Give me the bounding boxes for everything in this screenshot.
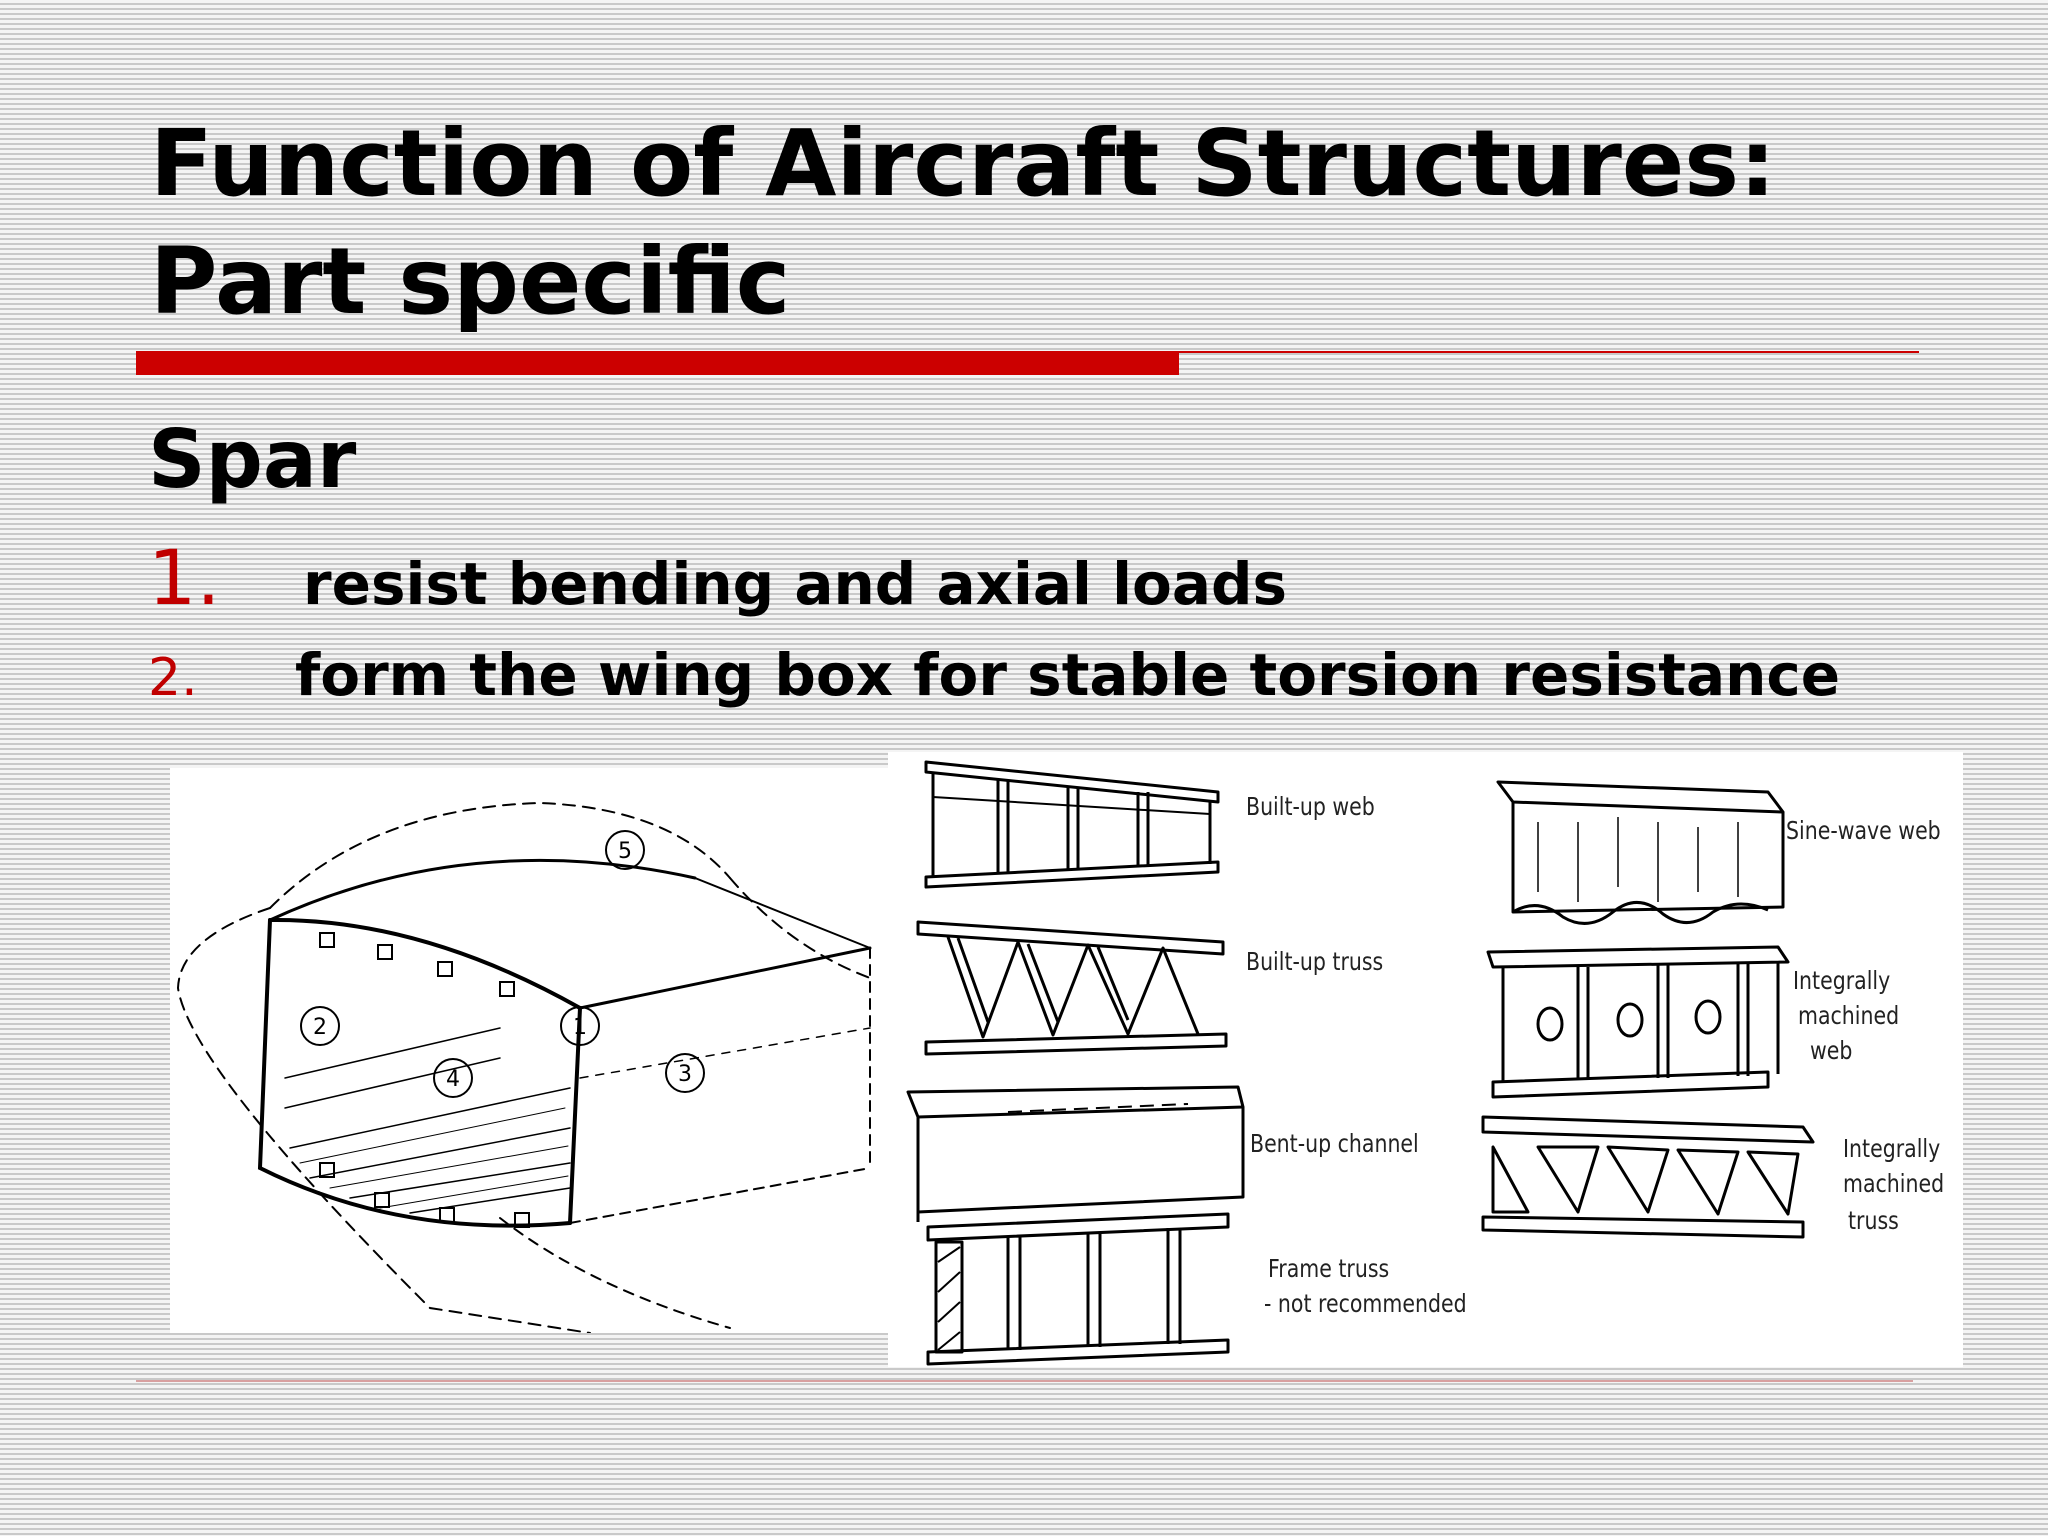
label-built-up-truss: Built-up truss (1246, 947, 1384, 976)
wing-box-diagram (170, 768, 890, 1333)
list-text: resist bending and axial loads (303, 550, 1288, 618)
label-built-up-web: Built-up web (1246, 792, 1375, 821)
callout-1: 1 (573, 1015, 587, 1040)
slide-title (150, 105, 1950, 341)
callout-3: 3 (678, 1062, 692, 1087)
bent-up-channel-spar (908, 1087, 1243, 1222)
label-sine-wave-web: Sine-wave web (1786, 816, 1941, 845)
sine-wave-web-spar (1498, 782, 1783, 923)
list-number: 1. (148, 533, 221, 622)
callout-5: 5 (618, 839, 632, 864)
label-integrally-machined-truss-1: Integrally (1843, 1134, 1941, 1163)
section-heading: Spar (148, 413, 357, 506)
slide-title-line-1: Function of Aircraft Structures: (150, 110, 1776, 217)
wing-box-drawing (170, 768, 890, 1333)
list-text: form the wing box for stable torsion resistance (295, 641, 1841, 709)
label-integrally-machined-web-3: web (1810, 1036, 1853, 1065)
integrally-machined-truss-spar (1483, 1117, 1813, 1237)
callout-2: 2 (313, 1015, 327, 1040)
label-bent-up-channel: Bent-up channel (1250, 1129, 1419, 1158)
built-up-truss-spar (918, 922, 1226, 1054)
title-underline-thick (136, 351, 1179, 375)
built-up-web-spar (926, 762, 1218, 887)
frame-truss-spar (928, 1214, 1228, 1364)
list-number: 2. (148, 648, 198, 708)
title-underline-thin (1179, 351, 1919, 353)
integrally-machined-web-spar (1488, 947, 1788, 1097)
label-integrally-machined-truss-3: truss (1848, 1206, 1899, 1235)
label-frame-truss: Frame truss (1268, 1254, 1390, 1283)
label-not-recommended: - not recommended (1264, 1289, 1467, 1318)
callout-4: 4 (446, 1067, 460, 1092)
label-integrally-machined-web-2: machined (1798, 1001, 1900, 1030)
label-integrally-machined-truss-2: machined (1843, 1169, 1945, 1198)
list-item (148, 637, 1840, 716)
footer-divider (136, 1380, 1913, 1382)
list-item (148, 533, 1288, 622)
label-integrally-machined-web-1: Integrally (1793, 966, 1891, 995)
spar-types-diagram (888, 752, 1963, 1367)
slide-title-line-2: Part specific (150, 228, 791, 335)
